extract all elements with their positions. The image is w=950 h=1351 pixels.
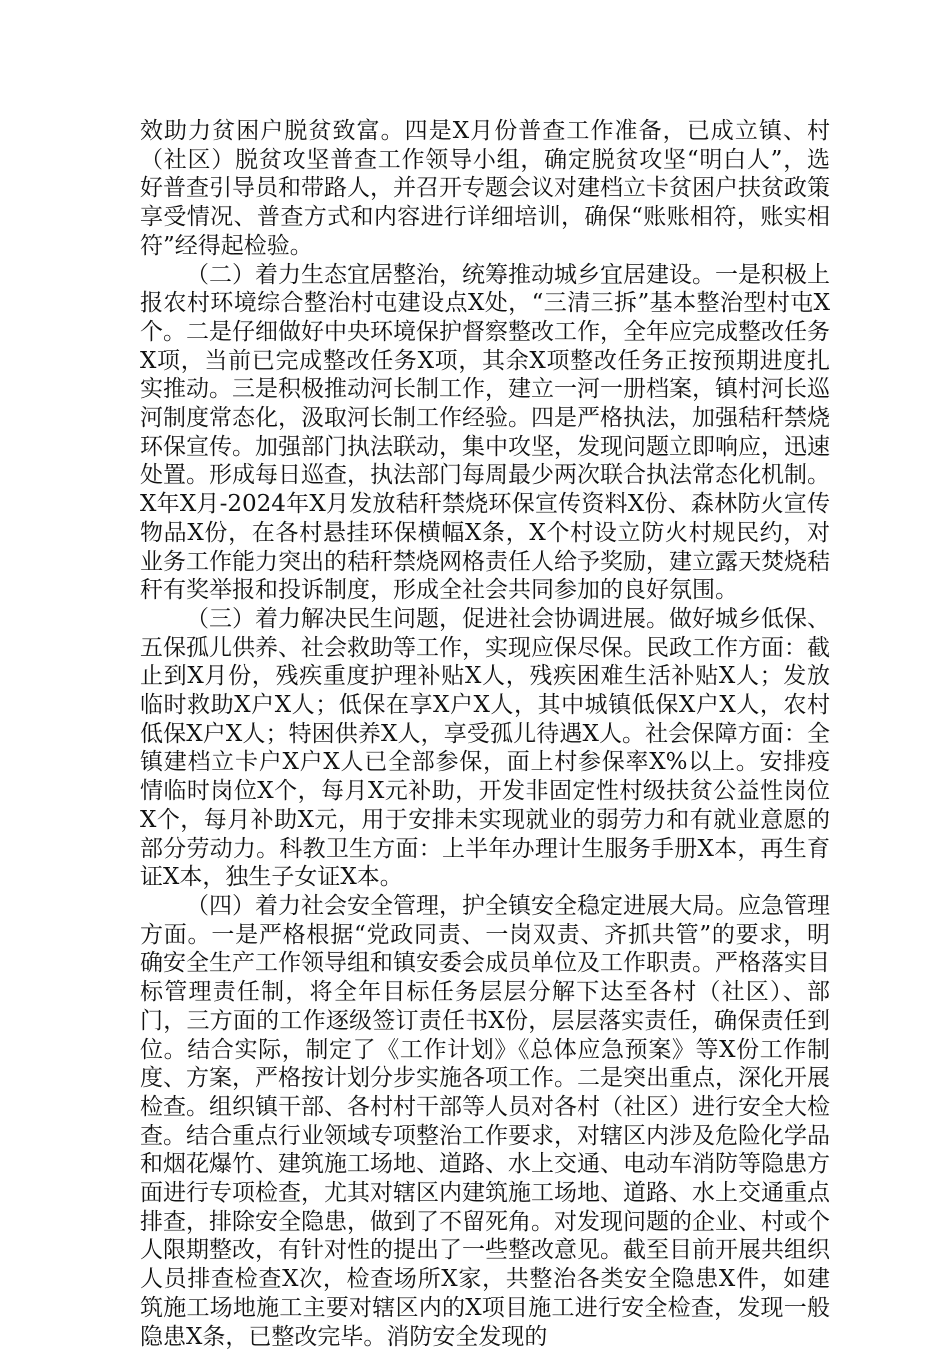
paragraph-social-safety: （四）着力社会安全管理，护全镇安全稳定进展大局。应急管理方面。一是严格根据“党政同责、一岗双责、齐抓共管”的要求，明确安全生产工作领导组和镇安委会成员单位及工作职责。严格落实目标管理责任制，将全年目标任务层层分解下达至各村（社区）、部门，三方面的工作逐级签订责任书X份，层层落实责任，确保责任到位。结合实际，制定了《工作计划》《总体应急预案》等X份工作制度、方案，严格按计划分步实施各项工作。二是突出重点，深化开展检查。组织镇干部、各村村干部等人员对各村（社区）进行安全大检查。结合重点行业领域专项整治工作要求，对辖区内涉及危险化学品和烟花爆竹、建筑施工场地、道路、水上交通、电动车消防等隐患方面进行专项检查，尤其对辖区内建筑施工场地、道路、水上交通重点排查，排除安全隐患，做到了不留死角。对发现问题的企业、村或个人限期整改，有针对性的提出了一些整改意见。截至目前开展共组织人员排查检查X次，检查场所X家，共整治各类安全隐患X件，如建筑施工场地施工主要对辖区内的X项目施工进行安全检查，发现一般隐患X条，已整改完毕。消防安全发现的 bbox=[140, 892, 830, 1350]
paragraph-livelihood-issues: （三）着力解决民生问题，促进社会协调进展。做好城乡低保、五保孤儿供养、社会救助等工作，实现应保尽保。民政工作方面：截止到X月份，残疾重度护理补贴X人，残疾困难生活补贴X人；发放临时救助X户X人；低保在享X户X人，其中城镇低保X户X人，农村低保X户X人；特困供养X人，享受孤儿待遇X人。社会保障方面：全镇建档立卡户X户X人已全部参保，面上村参保率X%以上。安排疫情临时岗位X个，每月X元补助，开发非固定性村级扶贫公益性岗位X个，每月补助X元，用于安排未实现就业的弱劳力和有就业意愿的部分劳动力。科教卫生方面：上半年办理计生服务手册X本，再生育证X本，独生子女证X本。 bbox=[140, 605, 830, 891]
document-body bbox=[140, 117, 830, 1351]
paragraph-continued: 效助力贫困户脱贫致富。四是X月份普查工作准备，已成立镇、村（社区）脱贫攻坚普查工作领导小组，确定脱贫攻坚“明白人”，选好普查引导员和带路人，并召开专题会议对建档立卡贫困户扶贫政策享受情况、普查方式和内容进行详细培训，确保“账账相符，账实相符”经得起检验。 bbox=[140, 118, 830, 259]
paragraph-ecological-livability: （二）着力生态宜居整治，统筹推动城乡宜居建设。一是积极上报农村环境综合整治村屯建设点X处，“三清三拆”基本整治型村屯X个。二是仔细做好中央环境保护督察整改工作，全年应完成整改任务X项，当前已完成整改任务X项，其余X项整改任务正按预期进度扎实推动。三是积极推动河长制工作，建立一河一册档案，镇村河长巡河制度常态化，汲取河长制工作经验。四是严格执法，加强秸秆禁烧环保宣传。加强部门执法联动，集中攻坚，发现问题立即响应，迅速处置。形成每日巡查，执法部门每周最少两次联合执法常态化机制。X年X月-2024年X月发放秸秆禁烧环保宣传资料X份、森林防火宣传物品X份，在各村悬挂环保横幅X条，X个村设立防火村规民约，对业务工作能力突出的秸秆禁烧网格责任人给予奖励，建立露天焚烧秸秆有奖举报和投诉制度，形成全社会共同参加的良好氛围。 bbox=[140, 261, 830, 604]
